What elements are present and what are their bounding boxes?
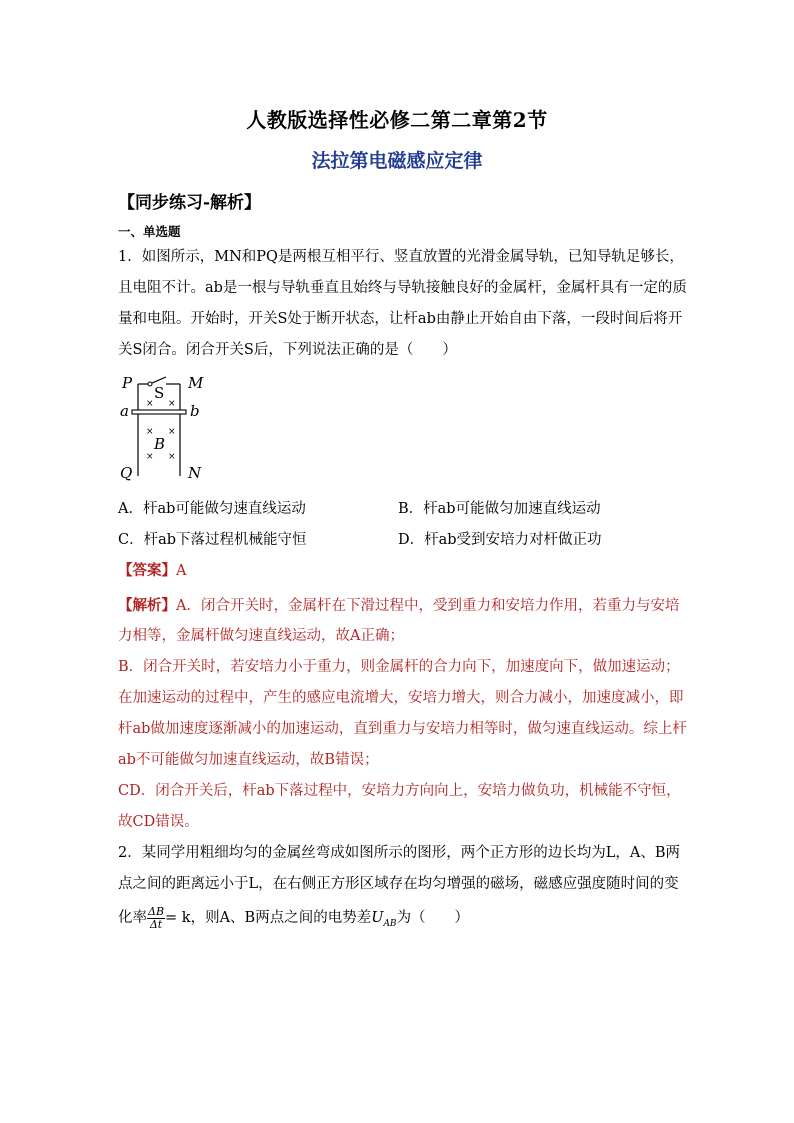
analysis-line: 在加速运动的过程中，产生的感应电流增大，安培力增大，则合力减小，加速度减小，即: [118, 690, 684, 706]
switch-contact: [148, 382, 152, 386]
field-cross: ×: [168, 427, 176, 437]
answer-value: A: [176, 563, 187, 579]
option-b[interactable]: B．杆ab可能做匀加速直线运动: [398, 501, 601, 517]
rate-fraction: $\frac{\Delta B}{\Delta t}$: [148, 904, 165, 931]
page-title: 人教版选择性必修二第二章第2节: [246, 108, 548, 132]
q2-line: 点之间的距离远小于L，在右侧正方形区域存在均匀增强的磁场，磁感应强度随时间的变: [118, 876, 679, 892]
field-cross: ×: [146, 452, 154, 462]
analysis-line: 故CD错误。: [118, 814, 199, 830]
option-d[interactable]: D．杆ab受到安培力对杆做正功: [398, 532, 602, 548]
page-subtitle: 法拉第电磁感应定律: [311, 150, 483, 172]
field-cross: ×: [168, 452, 176, 462]
answer-tag: 【答案】: [118, 562, 176, 579]
q1-line: 且电阻不计。ab是一根与导轨垂直且始终与导轨接触良好的金属杆，金属杆具有一定的质: [118, 280, 687, 296]
label-p: P: [122, 374, 133, 392]
analysis-line: CD．闭合开关后，杆ab下落过程中，安培力方向向上，安培力做负功，机械能不守恒，: [118, 783, 681, 799]
option-a[interactable]: A．杆ab可能做匀速直线运动: [118, 501, 306, 517]
question-category: 一、单选题: [118, 224, 181, 239]
answer-line: [118, 559, 186, 580]
analysis-line: ab不可能做匀加速直线运动，故B错误；: [118, 752, 379, 768]
label-b: b: [190, 402, 200, 420]
q1-line: 量和电阻。开始时，开关S处于断开状态，让杆ab由静止开始自由下落，一段时间后将开: [118, 311, 683, 327]
q1-line: 关S闭合。闭合开关S后，下列说法正确的是（ ）: [118, 342, 457, 358]
label-q: Q: [120, 464, 133, 482]
label-a: a: [120, 402, 129, 420]
analysis-tag: 【解析】: [118, 597, 176, 614]
analysis-line: B．闭合开关时，若安培力小于重力，则金属杆的合力向下，加速度向下，做加速运动；: [118, 659, 680, 675]
label-field-b: B: [154, 435, 166, 453]
section-label: 【同步练习-解析】: [118, 193, 262, 213]
q1-line: 1．如图所示，MN和PQ是两根互相平行、竖直放置的光滑金属导轨，已知导轨足够长，: [118, 249, 684, 265]
label-m: M: [188, 374, 204, 392]
q2-line: 化率 $\frac{\Delta B}{\Delta t}$ = k，则A、B两点之间的电势差$U_{AB}$为（ ）: [118, 904, 470, 931]
analysis-line: 力相等，金属杆做匀速直线运动，故A正确；: [118, 628, 404, 644]
rail-circuit-figure: [118, 374, 228, 484]
option-c[interactable]: C．杆ab下落过程机械能守恒: [118, 532, 307, 548]
analysis-line: 杆ab做加速度逐渐减小的加速运动，直到重力与安培力相等时，做匀速直线运动。综上杆: [118, 721, 687, 737]
analysis: [118, 590, 687, 838]
potential-difference-symbol: U: [371, 910, 384, 926]
field-cross: ×: [168, 399, 176, 409]
label-s: S: [154, 384, 165, 402]
switch-s: [152, 377, 166, 383]
question-1-stem: [118, 242, 687, 366]
q2-line: 2．某同学用粗细均匀的金属丝弯成如图所示的图形，两个正方形的边长均为L，A、B两: [118, 845, 680, 861]
question-2-stem: [118, 838, 678, 936]
label-n: N: [188, 464, 202, 482]
field-cross: ×: [146, 427, 154, 437]
metal-rod-ab: [132, 410, 186, 414]
analysis-line: 【解析】A．闭合开关时，金属杆在下滑过程中，受到重力和安培力作用，若重力与安培: [118, 597, 680, 614]
field-cross: ×: [146, 399, 154, 409]
